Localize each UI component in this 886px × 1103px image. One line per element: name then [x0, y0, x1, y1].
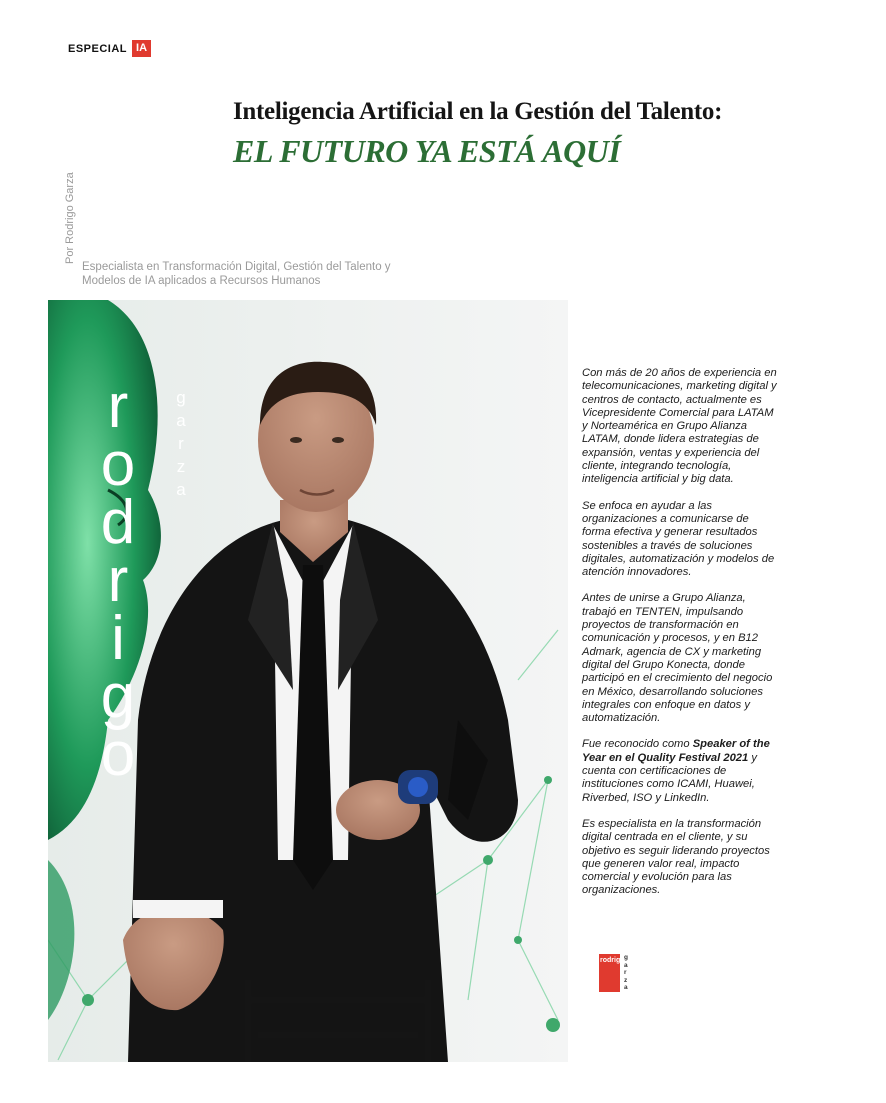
- surname-letter: a: [176, 480, 186, 499]
- author-bio: [582, 367, 778, 911]
- name-letter: o: [100, 430, 136, 499]
- surname-letter: g: [176, 388, 186, 407]
- logo-side-letter: z: [624, 976, 628, 984]
- logo-side-letter: a: [624, 984, 628, 991]
- section-tag: [68, 40, 151, 57]
- bio-p4-highlight: Speaker of the Year en el Quality Festival 2021: [582, 738, 770, 764]
- bio-paragraph-4: [582, 738, 778, 804]
- logo-side-letter: g: [624, 954, 628, 961]
- vertical-surname: [166, 386, 196, 501]
- bio-paragraph-3: Antes de unirse a Grupo Alianza, trabajó en TENTEN, impulsando proyectos de transformación en comunicación y procesos, y en B12 Admark, agencia de CX y marketing digital del Grupo Konecta, donde participó en el crecimiento del negocio en México, desarrollando soluciones integrales con enfoque en datos y automatización.: [582, 592, 773, 725]
- bio-paragraph-1: Con más de 20 años de experiencia en telecomunicaciones, marketing digital y centros de contacto, actualmente es Vicepresidente Comercial para LATAM y Norteamérica en Grupo Alianza LATAM, donde lidera estrategias de expansión, ventas y experiencia del cliente, integrando tecnología, inteligencia artificial y big data.: [582, 367, 777, 486]
- bio-paragraph-5: Es especialista en la transformación digital centrada en el cliente, y su objetivo es seguir liderando proyectos que generen valor real, impacto comercial y evolución para las organizaciones.: [582, 817, 770, 897]
- bio-paragraph-2: Se enfoca en ayudar a las organizaciones a comunicarse de forma efectiva y generar resultados sostenibles a través de soluciones digitales, automatización y modelos de atención innovadores.: [582, 499, 775, 579]
- logo-side-letters: [624, 954, 628, 992]
- logo-block-letter: go: [615, 957, 625, 964]
- logo-block-letter: ro: [600, 957, 607, 964]
- byline: Por Rodrigo Garza: [64, 172, 76, 264]
- vertical-name: [78, 372, 158, 789]
- name-letter: g: [100, 662, 136, 731]
- surname-letter: z: [176, 457, 186, 476]
- section-label: ESPECIAL: [68, 42, 128, 55]
- name-letter: r: [107, 372, 129, 441]
- logo-side-letter: r: [624, 969, 627, 976]
- logo-block-letter: dri: [607, 957, 616, 964]
- bio-p4-rest: y cuenta con certificaciones de instituciones como ICAMI, Huawei, Riverbed, ISO y LinkedIn.: [582, 751, 757, 804]
- surname-letter: a: [176, 411, 186, 430]
- bio-p4-intro: Fue reconocido como: [582, 738, 693, 751]
- article-subtitle: EL FUTURO YA ESTÁ AQUÍ: [233, 133, 621, 169]
- role-line-1: Especialista en Transformación Digital, Gestión del Talento y: [82, 261, 391, 273]
- article-title: Inteligencia Artificial en la Gestión del Talento:: [233, 98, 723, 125]
- author-role: [82, 260, 442, 288]
- logo-side-letter: a: [624, 961, 628, 969]
- logo-block: [599, 954, 625, 992]
- surname-letter: r: [178, 434, 184, 453]
- section-badge: IA: [132, 40, 151, 57]
- name-letter: d: [100, 488, 136, 557]
- author-logo: [599, 954, 628, 992]
- role-line-2: Modelos de IA aplicados a Recursos Humanos: [82, 275, 321, 287]
- author-photo: [48, 300, 568, 1062]
- name-letter: o: [100, 720, 136, 789]
- name-letter: i: [111, 604, 125, 673]
- name-letter: r: [107, 546, 129, 615]
